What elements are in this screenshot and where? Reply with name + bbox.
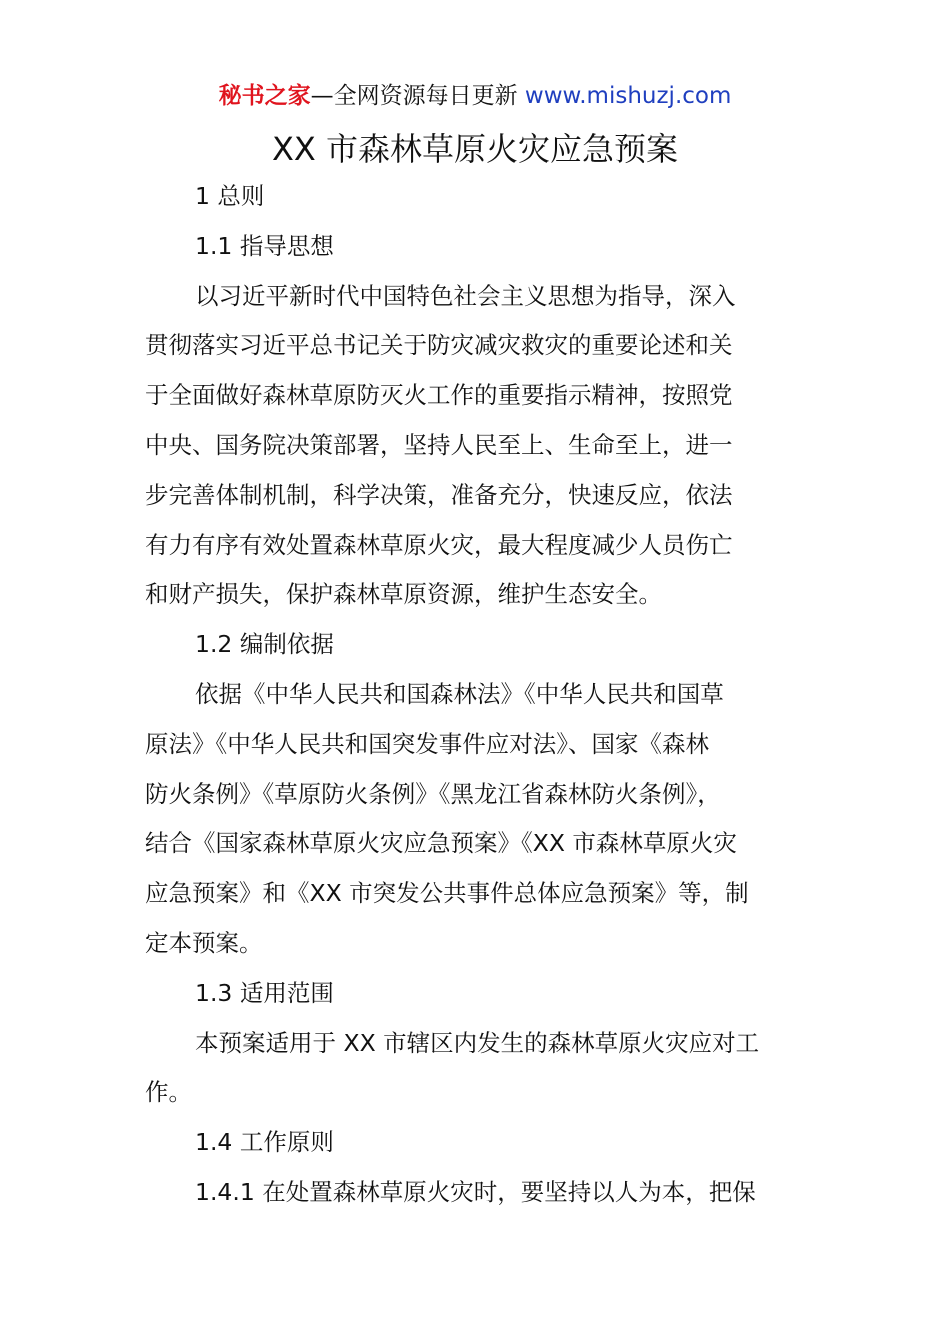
body-line: 于全面做好森林草原防灭火工作的重要指示精神，按照党: [145, 381, 733, 410]
body-line: 贯彻落实习近平总书记关于防灾减灾救灾的重要论述和关: [145, 331, 733, 360]
body-line: 防火条例》《草原防火条例》《黑龙江省森林防火条例》，: [145, 779, 721, 808]
body-line: 1.3 适用范围: [195, 978, 334, 1007]
body-line: 1.4 工作原则: [195, 1128, 334, 1157]
document-title: XX 市森林草原火灾应急预案: [271, 130, 679, 168]
brand-name: 秘书之家: [218, 83, 311, 109]
body-line: 1.2 编制依据: [195, 630, 334, 659]
body-line: 应急预案》和《XX 市突发公共事件总体应急预案》等，制: [145, 879, 749, 908]
body-line: 定本预案。: [145, 928, 263, 957]
body-line: 有力有序有效处置森林草原火灾，最大程度减少人员伤亡: [145, 530, 733, 559]
body-line: 结合《国家森林草原火灾应急预案》《XX 市森林草原火灾: [145, 829, 737, 858]
body-line: 以习近平新时代中国特色社会主义思想为指导，深入: [195, 281, 736, 310]
site-banner: [0, 80, 950, 112]
body-line: 1.1 指导思想: [195, 231, 334, 260]
body-line: 1 总则: [195, 182, 265, 210]
document-body: [145, 172, 807, 1218]
banner-tagline: —全网资源每日更新: [310, 83, 518, 109]
body-line: 1.4.1 在处置森林草原火灾时，要坚持以人为本，把保: [195, 1177, 756, 1206]
body-line: 本预案适用于 XX 市辖区内发生的森林草原火灾应对工: [195, 1028, 760, 1057]
site-url-link[interactable]: www.mishuzj.com: [524, 83, 732, 109]
body-line: 和财产损失，保护森林草原资源，维护生态安全。: [145, 580, 662, 609]
body-line: 作。: [145, 1078, 192, 1107]
body-line: 步完善体制机制，科学决策，准备充分，快速反应，依法: [145, 480, 733, 509]
body-line: 中央、国务院决策部署，坚持人民至上、生命至上，进一: [145, 430, 733, 459]
body-line: 依据《中华人民共和国森林法》《中华人民共和国草: [195, 679, 724, 708]
body-line: 原法》《中华人民共和国突发事件应对法》、国家《森林: [145, 729, 709, 758]
